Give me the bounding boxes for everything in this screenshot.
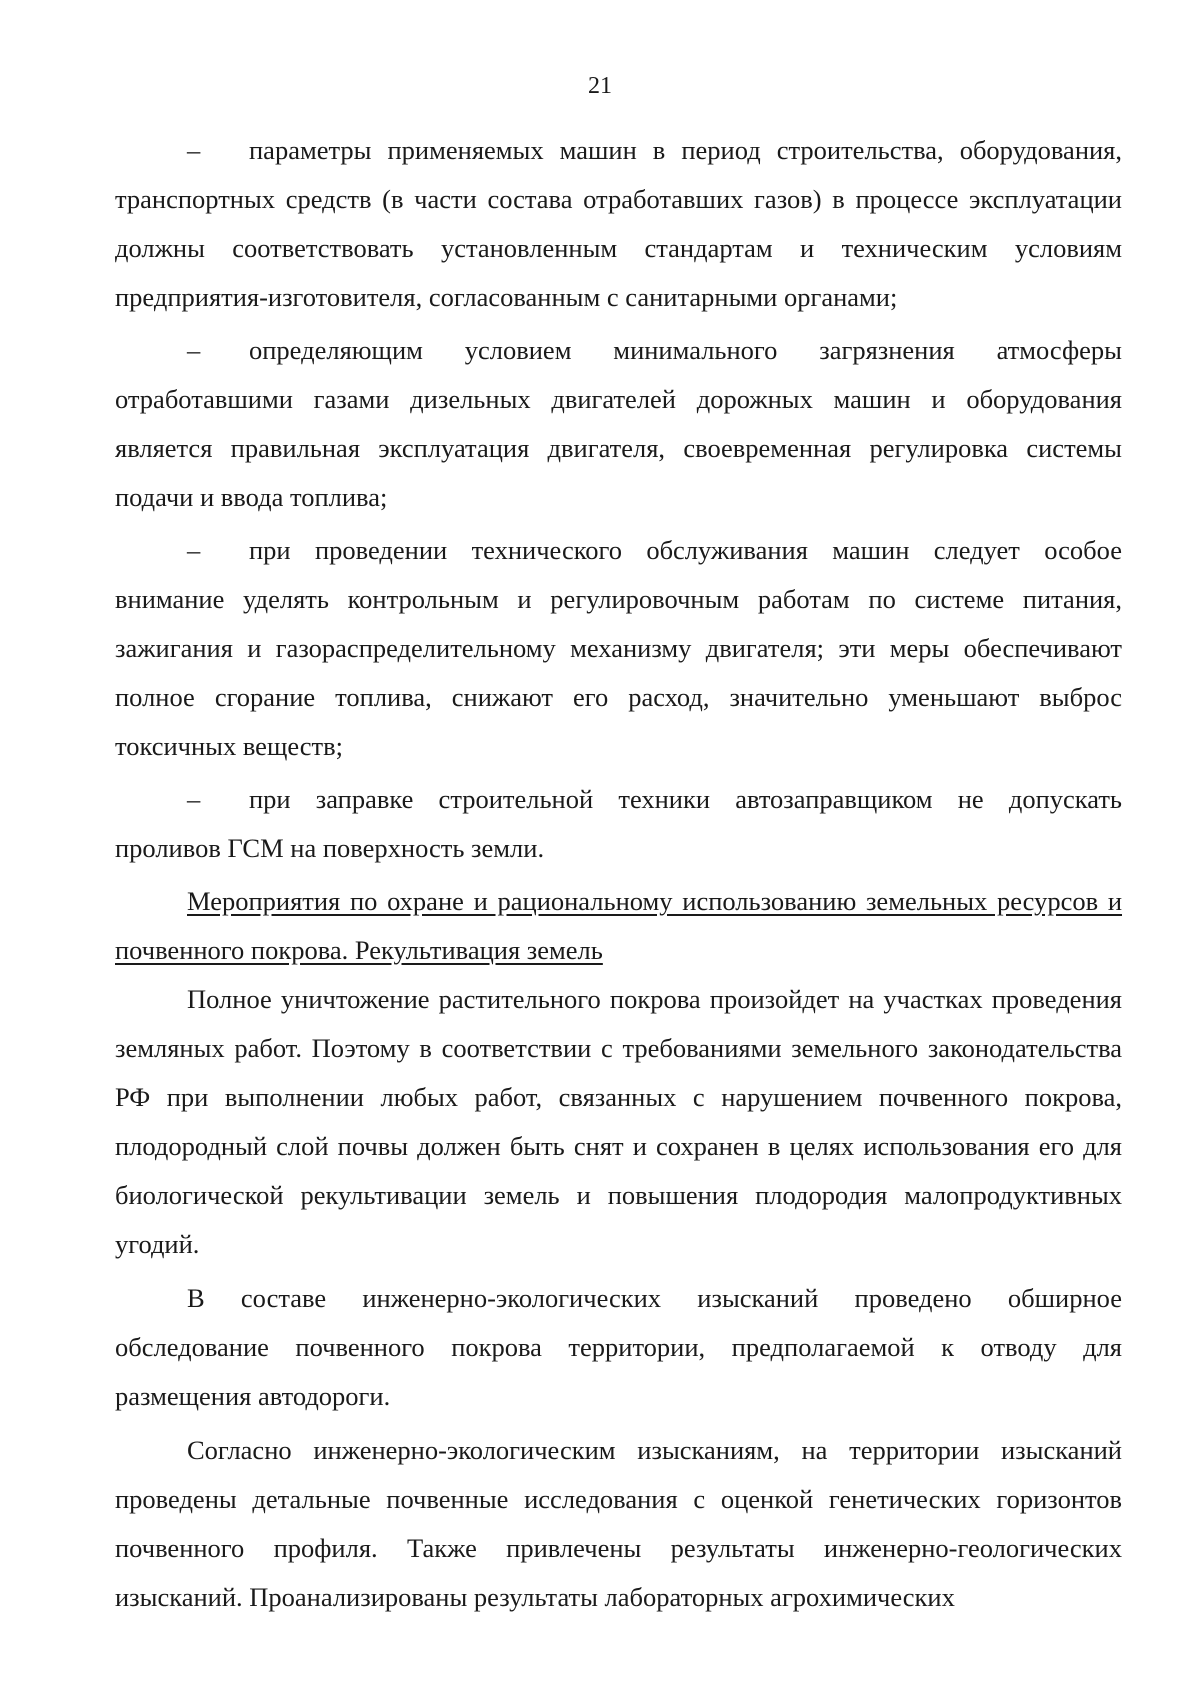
list-item-text: при заправке строительной техники автозаправщиком не допускать проливов ГСМ на поверхность земли. [115, 784, 1122, 863]
list-item [115, 526, 1122, 771]
list-dash: – [187, 784, 201, 814]
paragraph: В составе инженерно-экологических изысканий проведено обширное обследование почвенного покрова территории, предполагаемой к отводу для размещения автодороги. [115, 1283, 1122, 1411]
paragraph: Согласно инженерно-экологическим изысканиям, на территории изысканий проведены детальные почвенные исследования с оценкой генетических горизонтов почвенного профиля. Также привлечены результаты инженерно-геологических изысканий. Проанализированы результаты лабораторных агрохимических [115, 1435, 1122, 1612]
list-dash: – [187, 135, 201, 165]
page-number: 21 [588, 73, 612, 99]
list-item [115, 775, 1122, 873]
list-dash: – [187, 335, 201, 365]
list-item-text: при проведении технического обслуживания машин следует особое внимание уделять контрольным и регулировочным работам по системе питания, зажигания и газораспределительному механизму двигателя; эти меры обеспечивают полное сгорание топлива, снижают его расход, значительно уменьшают выброс токсичных веществ; [115, 535, 1122, 761]
section-heading: Мероприятия по охране и рациональному использованию земельных ресурсов и почвенного покрова. Рекультивация земель [115, 886, 1122, 965]
list-item [115, 326, 1122, 522]
list-item-text: определяющим условием минимального загрязнения атмосферы отработавшими газами дизельных двигателей дорожных машин и оборудования является правильная эксплуатация двигателя, своевременная регулировка системы подачи и ввода топлива; [115, 335, 1122, 512]
list-item-text: параметры применяемых машин в период строительства, оборудования, транспортных средств (в части состава отработавших газов) в процессе эксплуатации должны соответствовать установленным стандартам и техническим условиям предприятия-изготовителя, согласованным с санитарными органами; [115, 135, 1122, 312]
paragraph: Полное уничтожение растительного покрова произойдет на участках проведения земляных работ. Поэтому в соответствии с требованиями земельного законодательства РФ при выполнении любых работ, связанных с нарушением почвенного покрова, плодородный слой почвы должен быть снят и сохранен в целях использования его для биологической рекультивации земель и повышения плодородия малопродуктивных угодий. [115, 984, 1122, 1259]
list-item [115, 126, 1122, 322]
list-dash: – [187, 535, 201, 565]
document-body [115, 126, 1122, 1622]
